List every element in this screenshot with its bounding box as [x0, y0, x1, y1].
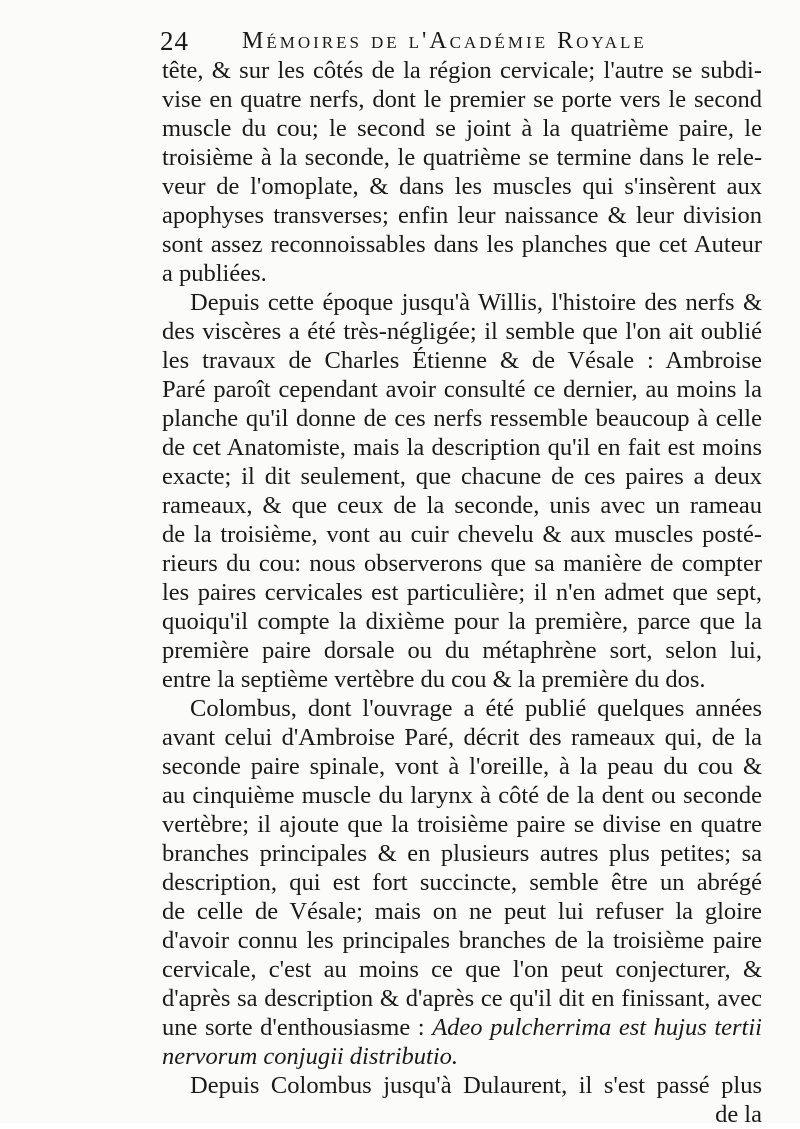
text-line: avant celui d'Ambroise Paré, décrit des rameaux qui, de la	[162, 724, 762, 751]
text-line: a publiées.	[162, 260, 267, 287]
text-line: de celle de Vésale; mais on ne peut lui refuser la gloire	[162, 898, 762, 925]
text-line-quote-end	[162, 1042, 762, 1071]
text-line: les paires cervicales est particulière; il n'en admet que sept,	[162, 579, 762, 606]
catchword: de la	[715, 1101, 762, 1128]
text-line: apophyses transverses; enfin leur naissance & leur division	[162, 202, 762, 229]
body-text	[162, 56, 762, 1129]
text-line: sont assez reconnoissables dans les planches que cet Auteur	[162, 231, 762, 258]
text-line: d'après sa description & d'après ce qu'il dit en finissant, avec	[162, 985, 762, 1012]
text-line: cervicale, c'est au moins ce que l'on peut conjecturer, &	[162, 956, 762, 983]
text-line: Paré paroît cependant avoir consulté ce dernier, au moins la	[162, 376, 762, 403]
latin-quotation: nervorum conjugii distributio.	[162, 1043, 459, 1070]
text-line: exacte; il dit seulement, que chacune de ces paires a deux	[162, 463, 762, 490]
text-line: description, qui est fort succincte, semble être un abrégé	[162, 869, 762, 896]
paragraph-start-line: Depuis Colombus jusqu'à Dulaurent, il s'est passé plus	[190, 1072, 762, 1099]
text-line: de cet Anatomiste, mais la description qu'il en fait est moins	[162, 434, 762, 461]
text-line: tête, & sur les côtés de la région cervicale; l'autre se subdi-	[162, 57, 762, 84]
text-line: des viscères a été très-négligée; il semble que l'on ait oublié	[162, 318, 762, 345]
text-line: entre la septième vertèbre du cou & la première du dos.	[162, 666, 706, 693]
text-line: d'avoir connu les principales branches de la troisième paire	[162, 927, 762, 954]
latin-quotation: Adeo pulcherrima est hujus tertii	[432, 1014, 762, 1041]
text-line: rieurs du cou: nous observerons que sa manière de compter	[162, 550, 762, 577]
text-line: muscle du cou; le second se joint à la quatrième paire, le	[162, 115, 762, 142]
text-line: les travaux de Charles Étienne & de Vésale : Ambroise	[162, 347, 762, 374]
text-line: au cinquième muscle du larynx à côté de la dent ou seconde	[162, 782, 762, 809]
text-line: seconde paire spinale, vont à l'oreille, à la peau du cou &	[162, 753, 762, 780]
page-number: 24	[160, 26, 189, 56]
text-line: de la troisième, vont au cuir chevelu & aux muscles posté-	[162, 521, 762, 548]
text-line: première paire dorsale ou du métaphrène sort, selon lui,	[162, 637, 762, 664]
line-text: une sorte d'enthousiasme :	[162, 1014, 425, 1041]
text-line: rameaux, & que ceux de la seconde, unis avec un rameau	[162, 492, 762, 519]
paragraph-start-line: Depuis cette époque jusqu'à Willis, l'histoire des nerfs &	[190, 289, 762, 316]
text-line: vertèbre; il ajoute que la troisième paire se divise en quatre	[162, 811, 762, 838]
text-line-with-quote	[162, 1013, 762, 1042]
text-line: branches principales & en plusieurs autres plus petites; sa	[162, 840, 762, 867]
text-line: vise en quatre nerfs, dont le premier se porte vers le second	[162, 86, 762, 113]
paragraph-start-line: Colombus, dont l'ouvrage a été publié quelques années	[190, 695, 762, 722]
text-line: planche qu'il donne de ces nerfs ressemble beaucoup à celle	[162, 405, 762, 432]
text-line: veur de l'omoplate, & dans les muscles qui s'insèrent aux	[162, 173, 762, 200]
running-head: Mémoires de l'Académie Royale	[242, 28, 647, 54]
text-line: troisième à la seconde, le quatrième se termine dans le rele-	[162, 144, 762, 171]
text-line: quoiqu'il compte la dixième pour la première, parce que la	[162, 608, 762, 635]
